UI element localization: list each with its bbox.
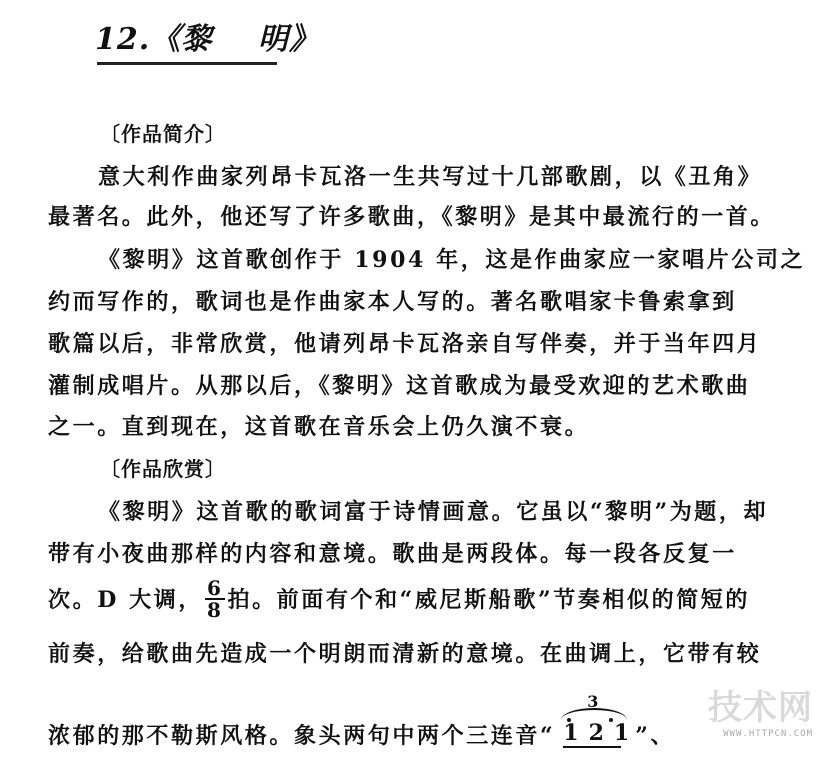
- note-underline: [563, 746, 621, 748]
- watermark-logo: 技术网: [708, 688, 813, 728]
- paragraph-line: 《黎明》这首歌创作于 1904 年，这是作曲家应一家唱片公司之: [98, 247, 806, 273]
- line-segment: 浓郁的那不勒斯风格。象头两句中两个三连音“: [48, 723, 556, 749]
- paragraph-line: 之一。直到现在，这首歌在音乐会上仍久演不衰。: [48, 414, 590, 440]
- paragraph-line: 灌制成唱片。从那以后，《黎明》这首歌成为最受欢迎的艺术歌曲: [48, 373, 751, 399]
- paragraph-line-with-fraction: [48, 576, 778, 622]
- triplet-notation: [557, 692, 640, 750]
- paragraph-line: 《黎明》这首歌的歌词富于诗情画意。它虽以“黎明”为题，却: [98, 499, 769, 525]
- paragraph-line: 约而写作的，歌词也是作曲家本人写的。著名歌唱家卡鲁索拿到: [48, 289, 737, 315]
- paragraph-line: 前奏，给歌曲先造成一个明朗而清新的意境。在曲调上，它带有较: [48, 641, 762, 667]
- section-heading-appreciation: 〔作品欣赏〕: [100, 457, 226, 481]
- line-segment: 次。D 大调，: [48, 587, 203, 613]
- triplet-notes: 121: [563, 720, 640, 746]
- paragraph-line: 最著名。此外，他还写了许多歌曲，《黎明》是其中最流行的一首。: [48, 204, 776, 230]
- triplet-number: 3: [587, 692, 601, 711]
- time-signature-numerator: 6: [206, 576, 224, 600]
- paragraph-line: 意大利作曲家列昂卡瓦洛一生共写过十几部歌剧，以《丑角》: [98, 164, 763, 190]
- paragraph-line: 带有小夜曲那样的内容和意境。歌曲是两段体。每一段各反复一: [48, 541, 737, 567]
- line-segment: 拍。前面有个和“威尼斯船歌”节奏相似的简短的: [227, 587, 750, 613]
- paragraph-line: 歌篇以后，非常欣赏，他请列昂卡瓦洛亲自写伴奏，并于当年四月: [48, 331, 762, 357]
- section-heading-intro: 〔作品简介〕: [100, 122, 226, 146]
- paragraph-line-with-triplet: [48, 692, 778, 750]
- line-segment: ”、: [635, 723, 676, 749]
- title-underline: [97, 62, 277, 65]
- page-title: 12.《黎 明》: [95, 22, 320, 57]
- time-signature: [205, 578, 226, 620]
- time-signature-denominator: 8: [206, 598, 224, 622]
- watermark-url: WWW.HTTPCN.COM: [723, 729, 813, 739]
